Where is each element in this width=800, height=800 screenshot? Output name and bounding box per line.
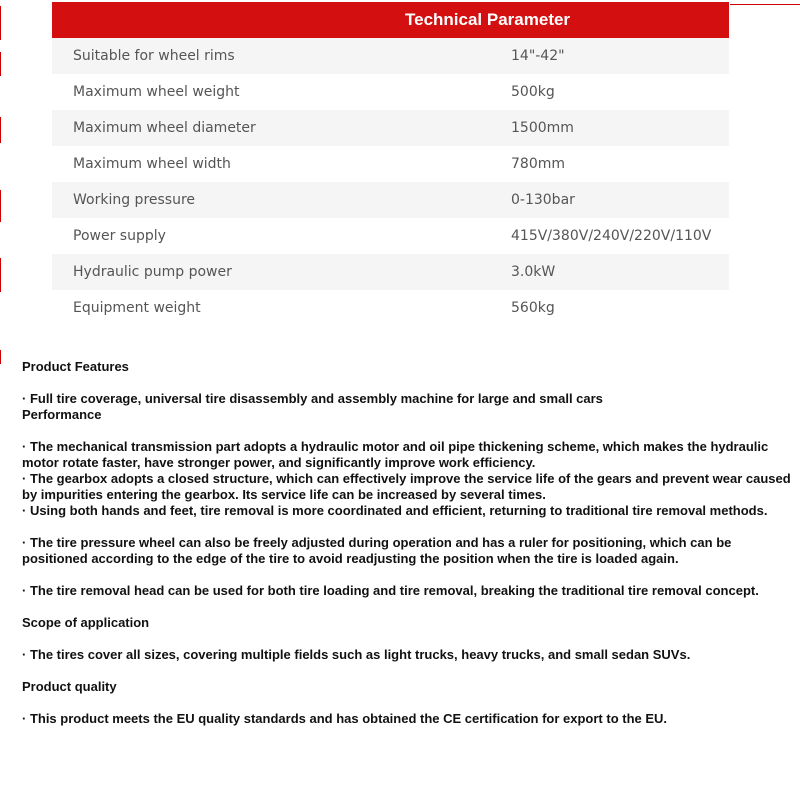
- right-edge-line: [730, 4, 800, 5]
- table-row: [52, 38, 729, 74]
- feature-item: · Full tire coverage, universal tire disassembly and assembly machine for large and small cars: [22, 391, 603, 406]
- left-edge-mark: [0, 6, 1, 40]
- left-edge-mark: [0, 52, 1, 76]
- param-label: Suitable for wheel rims: [52, 38, 489, 74]
- quality-item: · This product meets the EU quality standards and has obtained the CE certification for export to the EU.: [22, 711, 668, 726]
- scope-item: · The tires cover all sizes, covering multiple fields such as light trucks, heavy trucks, and small sedan SUVs.: [22, 647, 691, 662]
- table-row: [52, 146, 729, 182]
- param-value: 415V/380V/240V/220V/110V: [489, 218, 729, 254]
- param-value: 500kg: [489, 74, 729, 110]
- table-row: [52, 218, 729, 254]
- left-edge-mark: [0, 350, 1, 364]
- feature-item: · The tire pressure wheel can also be freely adjusted during operation and has a ruler for positioning, which can be positioned according to the edge of the tire to avoid readjusting the position when the tire is loaded again.: [22, 535, 732, 566]
- table-row: [52, 290, 729, 326]
- param-label: Maximum wheel width: [52, 146, 489, 182]
- table-row: [52, 254, 729, 290]
- param-label: Power supply: [52, 218, 489, 254]
- table-row: [52, 74, 729, 110]
- param-label: Maximum wheel weight: [52, 74, 489, 110]
- left-edge-mark: [0, 117, 1, 143]
- param-value: 560kg: [489, 290, 729, 326]
- param-label: Equipment weight: [52, 290, 489, 326]
- param-value: 780mm: [489, 146, 729, 182]
- param-value: 0-130bar: [489, 182, 729, 218]
- scope-heading: Scope of application: [22, 615, 150, 630]
- feature-item: · Using both hands and feet, tire removal is more coordinated and efficient, returning to traditional tire removal methods.: [22, 503, 768, 518]
- param-label: Working pressure: [52, 182, 489, 218]
- param-label: Hydraulic pump power: [52, 254, 489, 290]
- param-value: 1500mm: [489, 110, 729, 146]
- table-row: [52, 182, 729, 218]
- table-header-row: [52, 2, 729, 38]
- param-value: 14"-42": [489, 38, 729, 74]
- product-features-heading: Product Features: [22, 359, 129, 374]
- feature-item: · The gearbox adopts a closed structure, which can effectively improve the service life of the gears and prevent wear caused by impurities entering the gearbox. Its service life can be increased by several times.: [22, 471, 791, 502]
- table-title: [52, 2, 729, 38]
- table-row: [52, 110, 729, 146]
- left-edge-mark: [0, 190, 1, 222]
- param-label: Maximum wheel diameter: [52, 110, 489, 146]
- feature-item: · The mechanical transmission part adopts a hydraulic motor and oil pipe thickening scheme, which makes the hydraulic motor rotate faster, have stronger power, and significantly improve work efficiency.: [22, 439, 769, 470]
- table-title-text: Technical Parameter: [405, 10, 571, 29]
- feature-item: · The tire removal head can be used for both tire loading and tire removal, breaking the traditional tire removal concept.: [22, 583, 759, 598]
- param-value: 3.0kW: [489, 254, 729, 290]
- feature-item: Performance: [22, 407, 102, 422]
- product-description: [22, 359, 792, 727]
- quality-heading: Product quality: [22, 679, 117, 694]
- technical-parameter-table: [52, 2, 729, 326]
- left-edge-mark: [0, 258, 1, 292]
